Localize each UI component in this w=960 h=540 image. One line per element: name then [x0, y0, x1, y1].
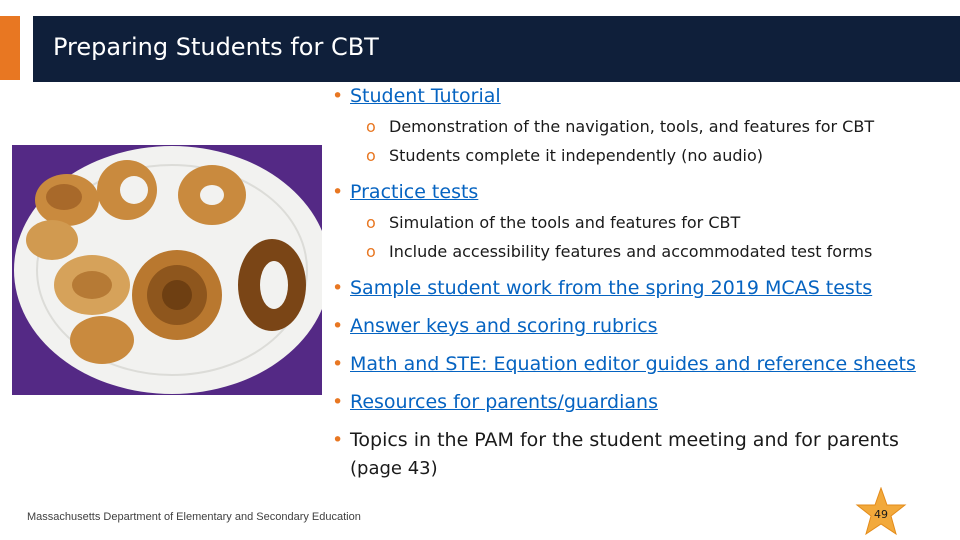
sub-bullet-marker: o [366, 242, 376, 261]
bullet-practice-tests[interactable] [332, 180, 952, 204]
parent-resources-link[interactable]: Resources for parents/guardians [350, 391, 658, 413]
sub-bullet-text: Include accessibility features and accommodated test forms [389, 242, 873, 261]
bullet-dot: • [332, 429, 344, 451]
bullet-equation-editor[interactable] [332, 352, 952, 376]
bullet-pam-topics [332, 428, 952, 452]
mcas-pancakes-photo [12, 145, 322, 395]
bullet-dot: • [332, 85, 344, 107]
page-number: 49 [874, 508, 888, 521]
slide-title: Preparing Students for CBT [53, 33, 379, 61]
answer-keys-link[interactable]: Answer keys and scoring rubrics [350, 315, 658, 337]
bullet-answer-keys[interactable] [332, 314, 952, 338]
sub-bullet-marker: o [366, 146, 376, 165]
bullet-dot: • [332, 391, 344, 413]
sub-bullet-text: Demonstration of the navigation, tools, and features for CBT [389, 117, 875, 136]
bullet-sample-student-work[interactable] [332, 276, 952, 300]
practice-tests-link[interactable]: Practice tests [350, 181, 479, 203]
accent-bar [0, 16, 20, 80]
bullet-dot: • [332, 277, 344, 299]
pam-topics-text: Topics in the PAM for the student meeting and for parents [350, 429, 899, 451]
bullet-student-tutorial[interactable] [332, 84, 952, 108]
sub-bullet [332, 212, 952, 234]
bullet-dot: • [332, 181, 344, 203]
sub-bullet-text: Simulation of the tools and features for CBT [389, 213, 741, 232]
sample-student-work-link[interactable]: Sample student work from the spring 2019 MCAS tests [350, 277, 873, 299]
sub-bullet [332, 116, 952, 138]
title-bar [33, 16, 960, 82]
footer-text: Massachusetts Department of Elementary and Secondary Education [27, 511, 361, 523]
student-tutorial-link[interactable]: Student Tutorial [350, 85, 501, 107]
bullet-dot: • [332, 353, 344, 375]
pam-page-ref: (page 43) [350, 458, 438, 479]
sub-bullet [332, 241, 952, 263]
bullet-list [332, 84, 952, 481]
sub-bullet-text: Students complete it independently (no audio) [389, 146, 764, 165]
equation-editor-link[interactable]: Math and STE: Equation editor guides and reference sheets [350, 353, 916, 375]
sub-bullet-marker: o [366, 213, 376, 232]
bullet-dot: • [332, 315, 344, 337]
sub-bullet-marker: o [366, 117, 376, 136]
sub-bullet [332, 145, 952, 167]
bullet-parent-resources[interactable] [332, 390, 952, 414]
